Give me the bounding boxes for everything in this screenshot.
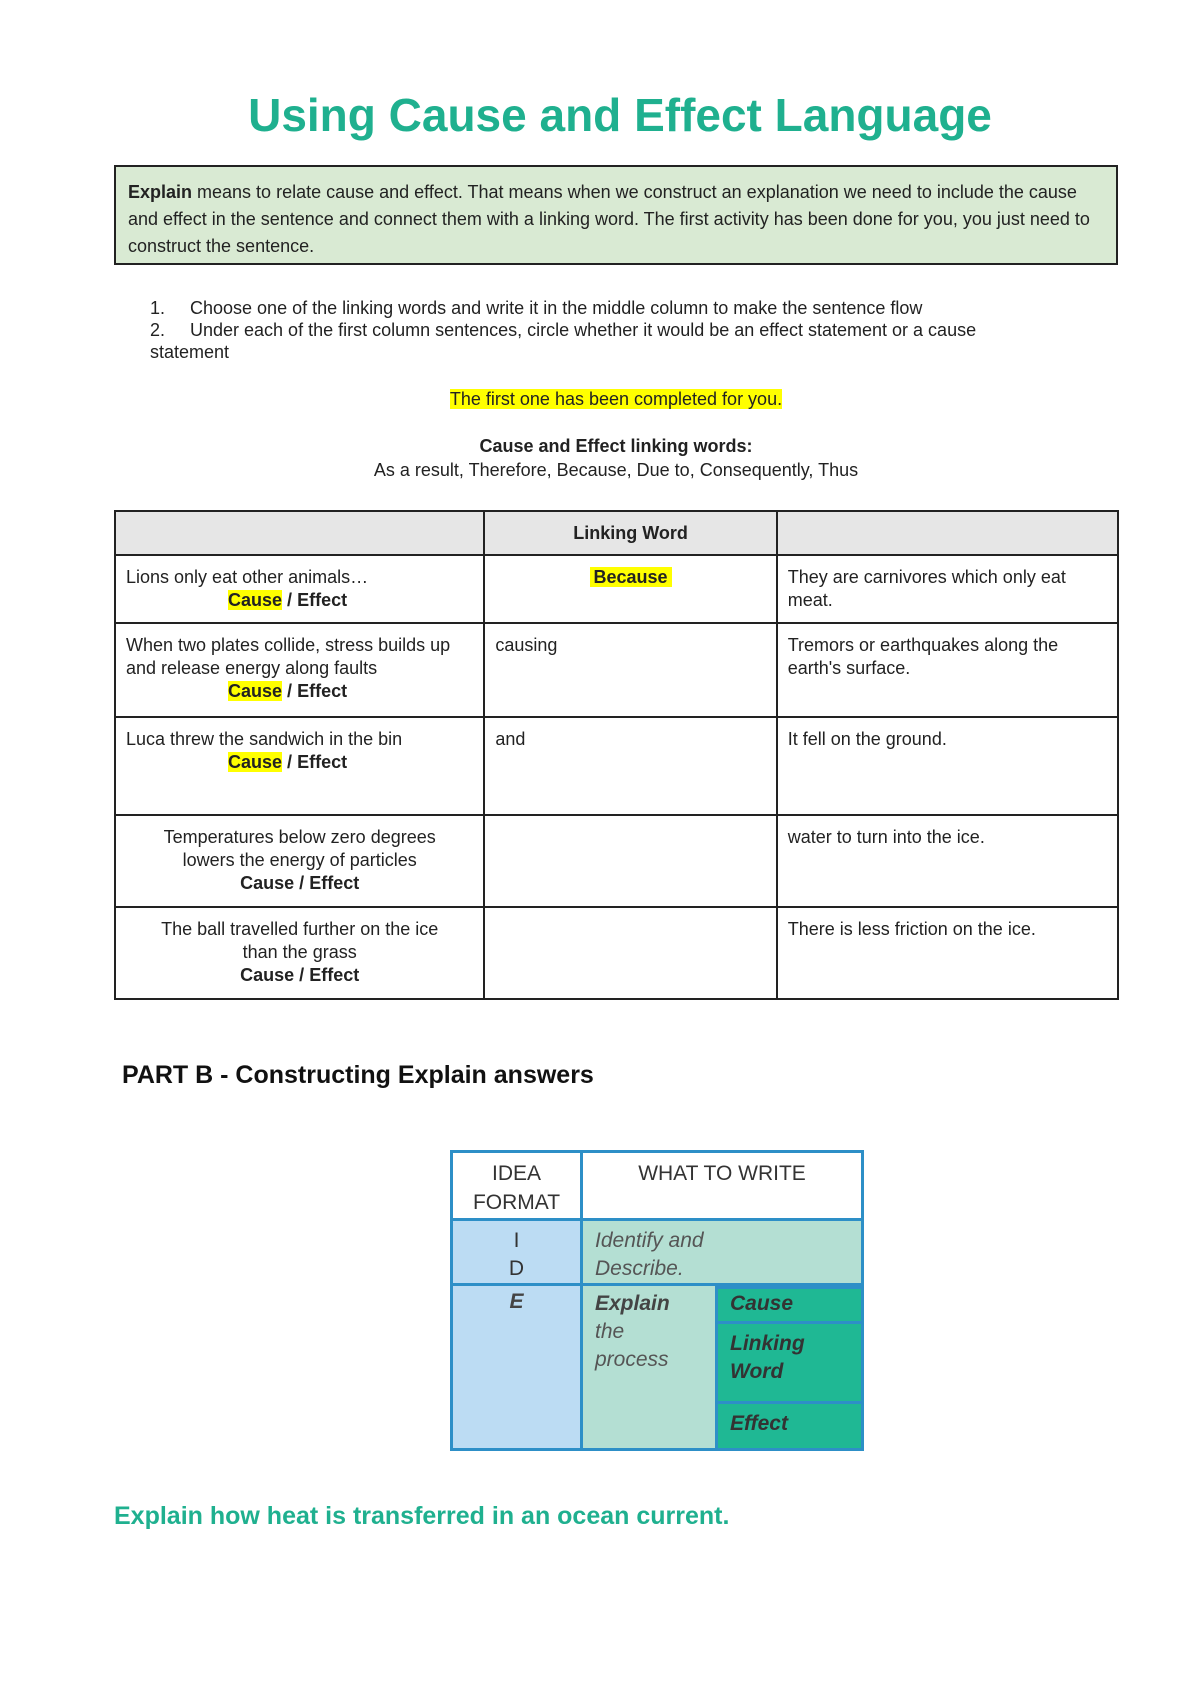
idea-header-line-2: FORMAT [472, 1191, 561, 1214]
statement-text: Luca threw the sandwich in the bin [126, 729, 403, 749]
linking-word-cell [718, 1324, 864, 1404]
idea-format-diagram [450, 1150, 864, 1451]
statement-text-line-2: lowers the energy of particles [182, 850, 417, 870]
effect-label: Effect [297, 752, 348, 772]
slash: / [287, 752, 293, 772]
effect-label: Effect [297, 681, 348, 701]
table-header-row [115, 511, 1118, 555]
identify-describe-cell [580, 1218, 864, 1286]
cause-effect-choice[interactable] [126, 872, 473, 895]
slash: / [287, 590, 293, 610]
e-letter-cell: E [450, 1286, 580, 1451]
linking-word-answer: and [495, 729, 526, 749]
process-text: process [595, 1348, 669, 1371]
cause-statement-cell [115, 907, 484, 999]
effect-statement-cell: There is less friction on the ice. [777, 907, 1118, 999]
step-number: 2. [150, 320, 166, 340]
completed-note: The first one has been completed for you. [449, 389, 783, 409]
cause-statement-cell [115, 815, 484, 907]
cause-label: Cause [240, 965, 295, 985]
explain-term: Explain [128, 182, 193, 202]
cause-label: Cause [228, 681, 283, 701]
step-number: 1. [150, 298, 166, 318]
slash: / [299, 965, 305, 985]
linking-text: Linking [730, 1332, 805, 1355]
effect-statement-cell: water to turn into the ice. [777, 815, 1118, 907]
i-letter: I [513, 1229, 520, 1252]
slash: / [287, 681, 293, 701]
word-text: Word [730, 1360, 784, 1383]
cause-effect-choice[interactable] [126, 751, 473, 774]
linking-words-heading: Cause and Effect linking words: [479, 436, 753, 456]
effect-label: Effect [309, 873, 360, 893]
cause-statement-cell [115, 717, 484, 815]
explain-definition-box [114, 165, 1118, 265]
header-cell-linking-word: Linking Word [484, 511, 776, 555]
cause-label: Cause [228, 590, 283, 610]
instruction-list [150, 297, 1100, 363]
header-cell-right [777, 511, 1118, 555]
linking-words-list: As a result, Therefore, Because, Due to, Consequently, Thus [373, 460, 859, 480]
effect-label: Effect [297, 590, 348, 610]
part-b-heading: PART B - Constructing Explain answers [122, 1061, 594, 1089]
cause-effect-choice[interactable] [126, 680, 473, 703]
statement-text: When two plates collide, stress builds up and release energy along faults [126, 635, 451, 678]
cause-label: Cause [240, 873, 295, 893]
cause-label: Cause [228, 752, 283, 772]
linking-word-cell[interactable] [484, 555, 776, 623]
linking-word-answer: Because [590, 567, 672, 587]
instruction-item-2 [150, 319, 1100, 341]
table-row [115, 907, 1118, 999]
linking-word-cell[interactable] [484, 907, 776, 999]
linking-word-answer: causing [495, 635, 558, 655]
linking-word-cell[interactable] [484, 815, 776, 907]
effect-statement-cell: It fell on the ground. [777, 717, 1118, 815]
cause-statement-cell [115, 555, 484, 623]
cause-effect-choice[interactable] [126, 964, 473, 987]
table-row [115, 815, 1118, 907]
page-title: Using Cause and Effect Language [248, 89, 992, 141]
step-text: Under each of the first column sentences, circle whether it would be an effect statement or a cause [190, 320, 977, 340]
the-text: the [595, 1320, 625, 1343]
instruction-item-2-continued: statement [150, 342, 230, 362]
cause-cell: Cause [718, 1286, 864, 1324]
effect-statement-cell: They are carnivores which only eat meat. [777, 555, 1118, 623]
table-row [115, 623, 1118, 717]
cause-effect-choice[interactable] [126, 589, 473, 612]
identify-text: Identify and [595, 1229, 704, 1252]
linking-word-cell[interactable] [484, 717, 776, 815]
table-row [115, 717, 1118, 815]
explain-text: Explain [595, 1292, 670, 1315]
explain-definition-text: means to relate cause and effect. That means when we construct an explanation we need to include the cause and effect in the sentence and connect them with a linking word. The first activity has been done for you, you just need to construct the sentence. [128, 182, 1090, 256]
statement-text-line-1: The ball travelled further on the ice [161, 919, 439, 939]
effect-cell: Effect [718, 1404, 864, 1451]
question-prompt: Explain how heat is transferred in an ocean current. [114, 1502, 730, 1530]
effect-statement-cell: Tremors or earthquakes along the earth's surface. [777, 623, 1118, 717]
statement-text-line-1: Temperatures below zero degrees [163, 827, 436, 847]
table-row [115, 555, 1118, 623]
header-cell-left [115, 511, 484, 555]
explain-process-cell [580, 1286, 718, 1451]
idea-header-line-1: IDEA [491, 1162, 541, 1185]
d-letter: D [508, 1257, 525, 1280]
statement-text-line-2: than the grass [242, 942, 357, 962]
idea-format-header [450, 1150, 580, 1218]
cause-statement-cell [115, 623, 484, 717]
completed-note-line [114, 389, 1118, 410]
step-text: Choose one of the linking words and write it in the middle column to make the sentence flow [190, 298, 923, 318]
describe-text: Describe. [595, 1257, 684, 1280]
effect-label: Effect [309, 965, 360, 985]
slash: / [299, 873, 305, 893]
id-letters-cell [450, 1218, 580, 1286]
statement-text: Lions only eat other animals… [126, 567, 369, 587]
instruction-item-1 [150, 297, 1100, 319]
linking-word-cell[interactable] [484, 623, 776, 717]
what-to-write-header: WHAT TO WRITE [580, 1150, 864, 1218]
cause-effect-table [114, 510, 1119, 1000]
